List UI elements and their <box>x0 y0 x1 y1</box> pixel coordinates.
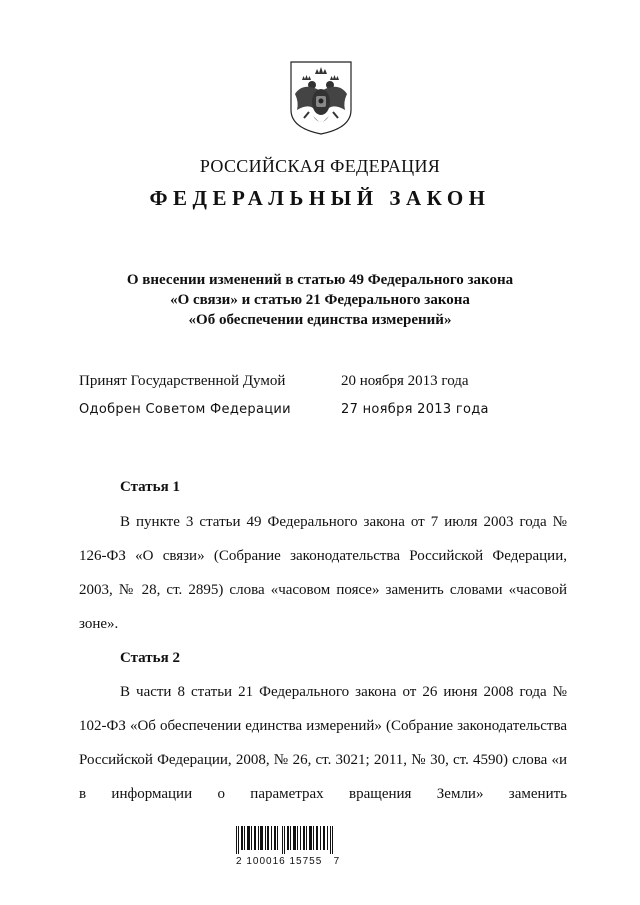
adoption-date: 20 ноября 2013 года <box>341 373 469 389</box>
barcode-icon <box>236 826 334 854</box>
law-title-line: «О связи» и статью 21 Федерального закона <box>170 292 470 308</box>
barcode-number: 2 100016 15755 7 <box>236 856 341 867</box>
document-type: ФЕДЕРАЛЬНЫЙ ЗАКОН <box>149 186 491 210</box>
state-name: РОССИЙСКАЯ ФЕДЕРАЦИЯ <box>199 156 441 176</box>
law-title-line: «Об обеспечении единства измерений» <box>188 312 452 328</box>
article-2-text: В части 8 статьи 21 Федерального закона от 26 июня 2008 года № 102-ФЗ «Об обеспечении единства измерений» (Собрание законодательства Российской Федерации, 2008, № 26, ст. 3021; 2011, № 30, ст. 4590) слова «и в информации о параметрах вращения Земли» заменить <box>79 684 567 802</box>
law-title-line: О внесении изменений в статью 49 Федерального закона <box>126 272 514 288</box>
article-1-text: В пункте 3 статьи 49 Федерального закона от 7 июля 2003 года № 126-ФЗ «О связи» (Собрание законодательства Российской Федерации, 2003, № 28, ст. 2895) слова «часовом поясе» заменить словами «часовой зоне». <box>79 514 567 632</box>
article-1-heading: Статья 1 <box>120 479 180 495</box>
law-title <box>80 270 560 330</box>
coat-of-arms-icon <box>289 60 353 136</box>
adopted-by: Принят Государственной Думой <box>79 373 286 389</box>
approval-date: 27 ноября 2013 года <box>341 402 489 417</box>
article-2-heading: Статья 2 <box>120 650 180 666</box>
approved-by: Одобрен Советом Федерации <box>79 402 291 417</box>
